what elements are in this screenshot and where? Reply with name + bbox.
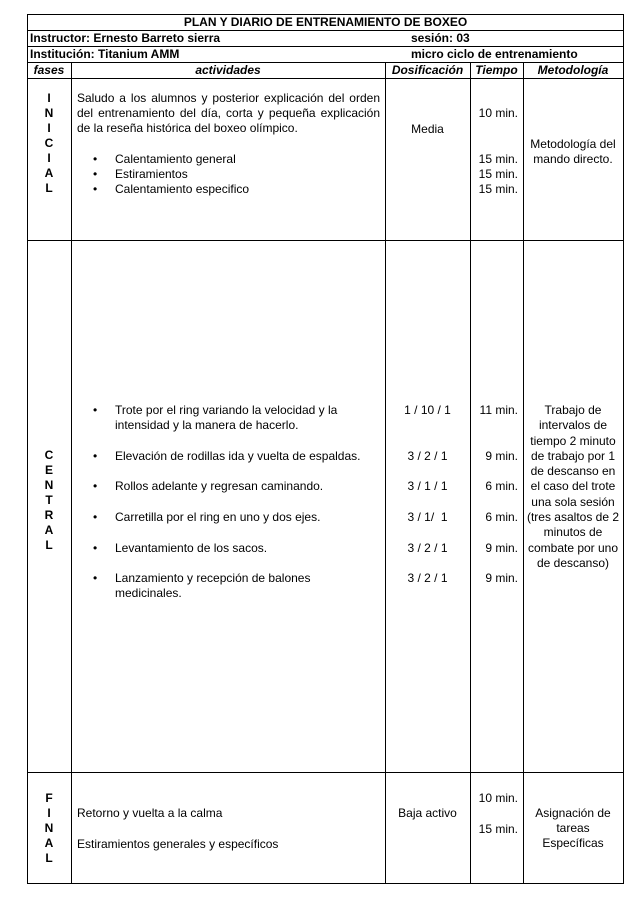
central-dosificacion: 3 / 2 / 1: [407, 449, 448, 463]
phase-inicial-label: I N I C I A L: [44, 91, 54, 195]
page-title: PLAN Y DIARIO DE ENTRENAMIENTO DE BOXEO: [183, 15, 468, 29]
central-time: 11 min.: [479, 403, 518, 417]
column-header-tiempo: Tiempo: [475, 63, 518, 77]
list-item: • Elevación de rodillas ida y vuelta de espaldas.: [93, 449, 361, 463]
final-dosificacion: Baja activo: [398, 806, 457, 820]
header-institution-row: [27, 46, 624, 62]
grid-line: [71, 62, 72, 884]
central-time: 6 min.: [485, 510, 518, 524]
grid-line: [27, 78, 624, 79]
grid-line: [623, 62, 624, 884]
central-metodologia: Trabajo de intervalos de tiempo 2 minuto de trabajo por 1 de descanso en el caso del trote una sola sesión (tres asaltos de 2 minutos de combate por uno de descanso): [526, 403, 620, 570]
central-time: 9 min.: [485, 571, 518, 585]
list-item: • Rollos adelante y regresan caminando.: [93, 479, 324, 493]
header-title-row: [27, 14, 624, 30]
list-item: • Carretilla por el ring en uno y dos ejes.: [93, 510, 321, 524]
header-instructor-row: [27, 30, 624, 46]
central-dosificacion: 3 / 2 / 1: [407, 541, 448, 555]
list-item: • Calentamiento especifico: [93, 182, 250, 196]
inicial-time: 15 min.: [478, 182, 518, 196]
central-time: 9 min.: [485, 541, 518, 555]
central-dosificacion: 1 / 10 / 1: [404, 403, 451, 417]
list-item: • Levantamiento de los sacos.: [93, 541, 268, 555]
central-dosificacion: 3 / 2 / 1: [407, 571, 448, 585]
column-header-dosificacion: Dosificación: [391, 63, 464, 77]
final-time: 10 min.: [478, 791, 518, 805]
inicial-time: 15 min.: [478, 152, 518, 166]
list-item: • Estiramientos: [93, 167, 188, 181]
list-item: • Calentamiento general: [93, 152, 236, 166]
grid-line: [27, 883, 624, 884]
phase-final-label: F I N A L: [44, 791, 54, 865]
central-dosificacion: 3 / 1 / 1: [407, 479, 448, 493]
inicial-time: 15 min.: [478, 167, 518, 181]
institution-label: Institución: Titanium AMM: [30, 47, 180, 61]
grid-line: [523, 62, 524, 884]
session-label: sesión: 03: [411, 31, 470, 45]
cycle-label: micro ciclo de entrenamiento: [411, 47, 578, 61]
column-header-actividades: actividades: [195, 63, 261, 77]
column-header-fases: fases: [33, 63, 65, 77]
final-activity: Retorno y vuelta a la calma: [77, 806, 223, 820]
column-header-metodologia: Metodología: [537, 63, 609, 77]
central-time: 6 min.: [485, 479, 518, 493]
central-time: 9 min.: [485, 449, 518, 463]
inicial-time: 10 min.: [478, 106, 518, 120]
inicial-metodologia: Metodología del mando directo.: [530, 137, 616, 166]
list-item: • Lanzamiento y recepción de balones medicinales.: [93, 571, 311, 600]
final-time: 15 min.: [478, 822, 518, 836]
list-item: • Trote por el ring variando la velocidad y la intensidad y la manera de hacerlo.: [93, 403, 338, 432]
phase-central-label: C E N T R A L: [44, 448, 54, 552]
grid-line: [27, 240, 624, 241]
instructor-label: Instructor: Ernesto Barreto sierra: [30, 31, 221, 45]
central-dosificacion: 3 / 1/ 1: [407, 510, 448, 524]
final-metodologia: Asignación de tareas Específicas: [535, 806, 611, 850]
final-activity: Estiramientos generales y específicos: [77, 837, 279, 851]
grid-line: [385, 62, 386, 884]
grid-line: [27, 772, 624, 773]
inicial-dosificacion: Media: [411, 122, 444, 136]
inicial-intro-text: Saludo a los alumnos y posterior explicación del orden del entrenamiento del día, corta y pequeña explicación de la reseña histórica del boxeo olímpico.: [77, 91, 380, 135]
